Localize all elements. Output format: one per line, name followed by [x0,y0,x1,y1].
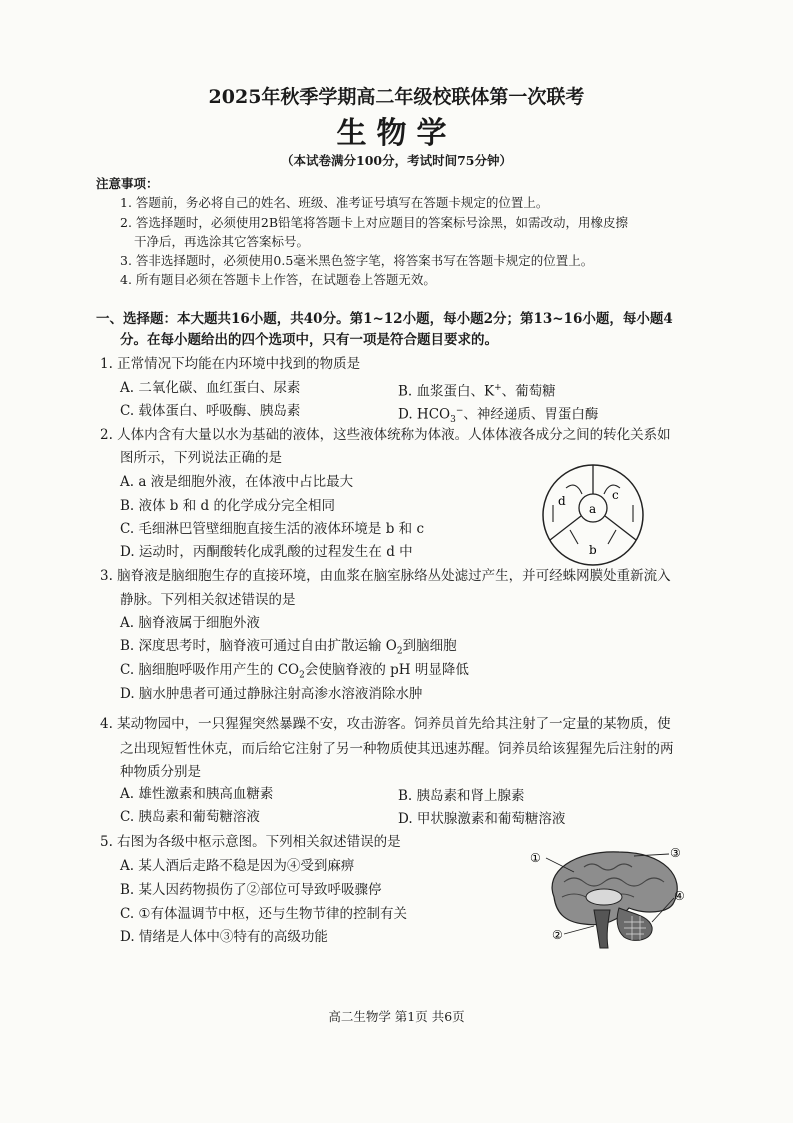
question-stem: 1. 正常情况下均能在内环境中找到的物质是 [100,356,361,372]
label-b: b [589,543,597,557]
option-b: B. 深度思考时，脑脊液可通过自由扩散运输 $O_2$到脑细胞 [120,638,457,657]
option-c: C. 载体蛋白、呼吸酶、胰岛素 [120,403,301,419]
option-d: D. 情绪是人体中③特有的高级功能 [120,929,328,945]
question-stem-cont: 种物质分别是 [120,764,201,780]
section-heading: 一、选择题：本大题共16小题，共40分。第1~12小题，每小题2分；第13~16小题，每小题4 [96,311,673,327]
option-b: B. 血浆蛋白、K+、葡萄糖 [398,383,556,400]
option-b: B. 液体 b 和 d 的化学成分完全相同 [120,498,335,514]
question-stem: 4. 某动物园中，一只猩猩突然暴躁不安，攻击游客。饲养员首先给其注射了一定量的某物质，使 [100,716,671,732]
option-d: D. 脑水肿患者可通过静脉注射高渗水溶液消除水肿 [120,686,423,702]
option-a: A. 脑脊液属于细胞外液 [120,615,260,631]
option-c: C. ①有体温调节中枢，还与生物节律的控制有关 [120,906,408,922]
note-item: 3. 答非选择题时，必须使用0.5毫米黑色签字笔，将答案书写在答题卡规定的位置上。 [120,253,594,268]
option-b: B. 胰岛素和肾上腺素 [398,788,525,804]
page-footer: 高二生物学 第1页 共6页 [328,1009,465,1024]
label-3: ③ [670,846,681,860]
question-stem-cont: 图所示，下列说法正确的是 [120,450,282,466]
option-c: C. 胰岛素和葡萄糖溶液 [120,809,260,825]
question-stem: 5. 右图为各级中枢示意图。下列相关叙述错误的是 [100,834,401,850]
option-c: C. 毛细淋巴管壁细胞直接生活的液体环境是 b 和 c [120,521,425,537]
label-d: d [558,494,566,508]
option-c: C. 脑细胞呼吸作用产生的 $CO_2$会使脑脊液的 pH 明显降低 [120,662,469,681]
note-item: 4. 所有题目必须在答题卡上作答，在试题卷上答题无效。 [120,272,436,287]
brain-diagram [524,842,696,952]
label-2: ② [552,928,563,942]
option-a: A. 雄性激素和胰高血糖素 [120,786,274,802]
exam-info: （本试卷满分100分，考试时间75分钟） [281,153,512,168]
note-item: 干净后，再选涂其它答案标号。 [134,234,310,249]
question-stem: 2. 人体内含有大量以水为基础的液体，这些液体统称为体液。人体体液各成分之间的转化关系如 [100,427,671,443]
body-fluid-diagram [538,460,648,570]
label-4: ④ [674,889,685,903]
question-stem: 3. 脑脊液是脑细胞生存的直接环境，由血浆在脑室脉络丛处滤过产生，并可经蛛网膜处重新流入 [100,568,671,584]
option-a: A. 二氧化碳、血红蛋白、尿素 [120,380,301,396]
option-a: A. a 液是细胞外液，在体液中占比最大 [120,474,354,490]
exam-title: 2025年秋季学期高二年级校联体第一次联考 [208,86,585,108]
option-a: A. 某人酒后走路不稳是因为④受到麻痹 [120,858,355,874]
question-stem-cont: 之出现短暂性休克，而后给它注射了另一种物质使其迅速苏醒。饲养员给该猩猩先后注射的两 [120,741,674,757]
question-stem-cont: 静脉。下列相关叙述错误的是 [120,592,296,608]
label-c: c [612,488,619,502]
option-d: D. $HCO_3^-$、神经递质、胃蛋白酶 [398,406,599,426]
option-d: D. 甲状腺激素和葡萄糖溶液 [398,811,566,827]
option-d: D. 运动时，丙酮酸转化成乳酸的过程发生在 d 中 [120,544,413,560]
note-item: 1. 答题前，务必将自己的姓名、班级、准考证号填写在答题卡规定的位置上。 [120,195,549,210]
label-a: a [589,502,597,516]
label-1: ① [530,851,541,865]
note-item: 2. 答选择题时，必须使用2B铅笔将答题卡上对应题目的答案标号涂黑，如需改动，用橡皮擦 [120,215,629,230]
option-b: B. 某人因药物损伤了②部位可导致呼吸骤停 [120,882,382,898]
subject-title: 生物学 [336,116,457,151]
section-heading-cont: 分。在每小题给出的四个选项中，只有一项是符合题目要求的。 [120,332,498,348]
notes-heading: 注意事项： [96,176,159,191]
